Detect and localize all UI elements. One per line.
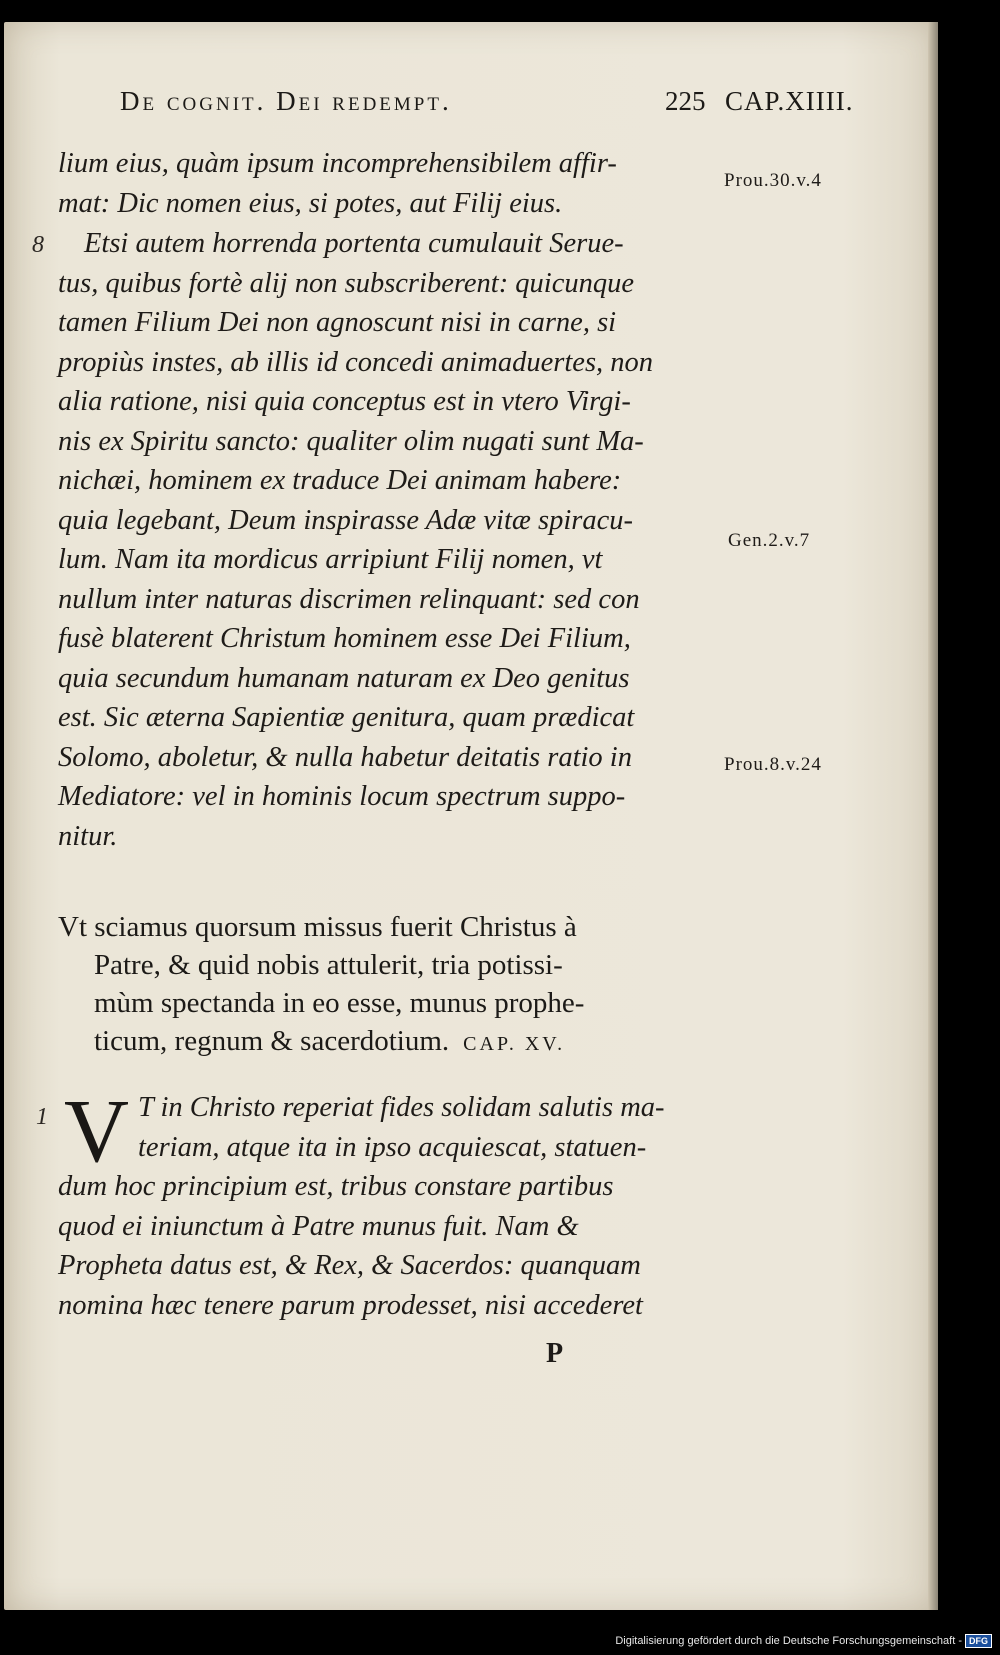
text-line: lum. Nam ita mordicus arripiunt Filij nomen, vt — [58, 544, 603, 575]
paragraph-number: 8 — [32, 232, 44, 258]
text-line: alia ratione, nisi quia conceptus est in vtero Virgi- — [58, 386, 631, 417]
drop-cap: V — [64, 1082, 129, 1181]
funding-footer — [615, 1634, 992, 1648]
text-line: propiùs instes, ab illis id concedi animaduertes, non — [58, 346, 654, 378]
text-line: fusè blaterent Christum hominem esse Dei Filium, — [58, 623, 631, 654]
text-line: teriam, atque ita in ipso acquiescat, statuen- — [138, 1131, 647, 1163]
text-line: tamen Filium Dei non agnoscunt nisi in carne, si — [58, 307, 617, 338]
text-line: nomina hæc tenere parum prodesset, nisi accederet — [58, 1289, 643, 1321]
heading-line-text: ticum, regnum & sacerdotium. — [94, 1025, 450, 1057]
text-line: nullum inter naturas discrimen relinquant: sed con — [58, 583, 640, 615]
heading-line: Vt sciamus quorsum missus fuerit Christus à — [58, 911, 577, 943]
heading-line-last — [58, 1022, 738, 1063]
chapter-label: CAP. XV. — [463, 1033, 566, 1055]
text-line: Solomo, aboletur, & nulla habetur deitatis ratio in — [58, 741, 632, 773]
margin-note: Gen.2.v.7 — [728, 530, 811, 551]
page-number: 225 — [665, 86, 706, 116]
text-line: nichæi, hominem ex traduce Dei animam habere: — [58, 465, 622, 496]
text-line: est. Sic æterna Sapientiæ genitura, quam prædicat — [58, 702, 635, 733]
text-line: lium eius, quàm ipsum incomprehensibilem affir- — [58, 148, 617, 179]
chapter-heading — [58, 908, 738, 1063]
dfg-logo-icon: DFG — [965, 1634, 992, 1648]
text-line: Mediatore: vel in hominis locum spectrum suppo- — [58, 781, 626, 812]
text-line: dum hoc principium est, tribus constare partibus — [58, 1171, 614, 1202]
text-line: Propheta datus est, & Rex, & Sacerdos: quanquam — [58, 1250, 641, 1281]
text-line: quia legebant, Deum inspirasse Adæ vitæ spiracu- — [58, 504, 633, 536]
text-line: nis ex Spiritu sancto: qualiter olim nugati sunt Ma- — [58, 425, 644, 457]
heading-line: mùm spectanda in eo esse, munus prophe- — [94, 987, 585, 1019]
text-line: nitur. — [58, 820, 118, 852]
text-line: T in Christo reperiat fides solidam salutis ma- — [138, 1092, 665, 1123]
heading-line: Patre, & quid nobis attulerit, tria potissi- — [94, 949, 563, 981]
text-line: Etsi autem horrenda portenta cumulauit Serue- — [84, 228, 624, 259]
paragraph-number: 1 — [36, 1104, 48, 1130]
signature-mark: P — [546, 1338, 564, 1369]
text-line: tus, quibus fortè alij non subscriberent: quicunque — [58, 267, 635, 299]
running-title: De cognit. Dei redempt. — [120, 86, 452, 116]
margin-note: Prou.8.v.24 — [724, 754, 822, 775]
funding-text: Digitalisierung gefördert durch die Deutsche Forschungsgemeinschaft - — [615, 1635, 962, 1647]
paragraph-continuation — [58, 144, 718, 223]
paragraph-8 — [58, 224, 718, 856]
page-edge — [928, 22, 938, 1610]
text-line: quia secundum humanam naturam ex Deo genitus — [58, 662, 630, 694]
paragraph-1 — [58, 1082, 738, 1325]
page-header — [120, 76, 870, 116]
text-line: quod ei iniunctum à Patre munus fuit. Nam & — [58, 1210, 579, 1242]
chapter-reference: CAP.XIIII. — [725, 86, 854, 116]
text-line: mat: Dic nomen eius, si potes, aut Filij eius. — [58, 187, 563, 219]
margin-note: Prou.30.v.4 — [724, 170, 822, 191]
